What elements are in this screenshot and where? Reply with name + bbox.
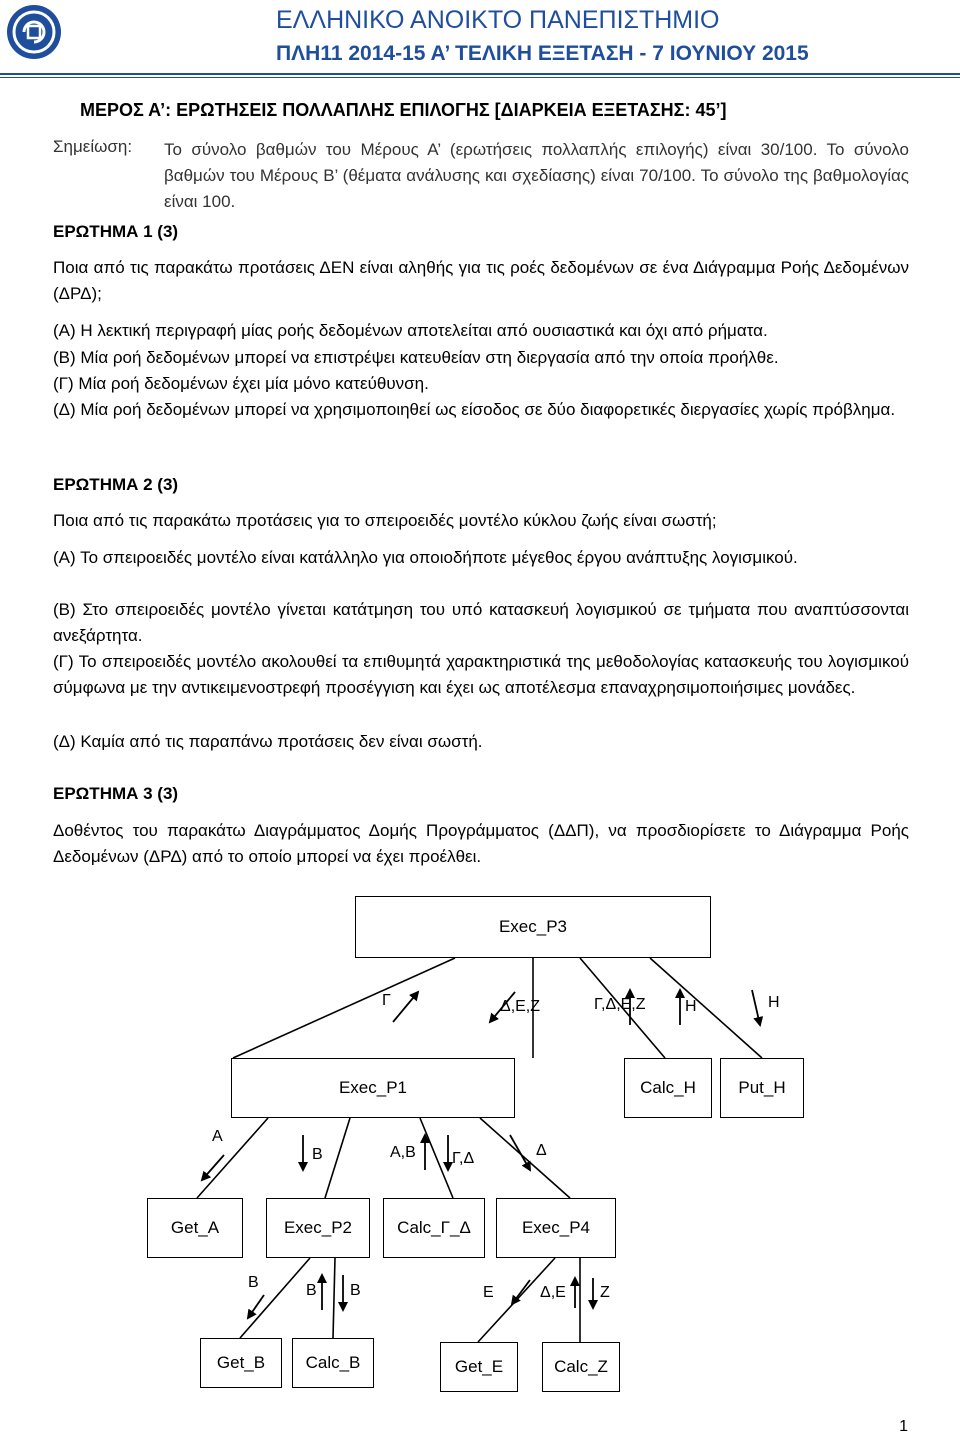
flow-label-de: Δ,Ε xyxy=(540,1284,566,1301)
module-calc-h: Calc_H xyxy=(624,1058,712,1118)
flow-label-h2: Η xyxy=(768,994,780,1011)
q1-option-d: (Δ) Μία ροή δεδομένων μπορεί να χρησιμοποιηθεί ως είσοδος σε δύο διαφορετικές διεργασίες χωρίς πρόβλημα. xyxy=(53,400,896,419)
flow-label-h1: Η xyxy=(685,998,697,1015)
note-label: Σημείωση: xyxy=(53,137,133,156)
q1-title: ΕΡΩΤΗΜΑ 1 (3) xyxy=(53,222,179,241)
conn-p3-p1 xyxy=(233,958,455,1058)
flow-b1-arrow xyxy=(248,1295,264,1318)
flow-d-arrow xyxy=(510,1135,530,1170)
header-divider-thin xyxy=(0,77,960,78)
flow-label-gd: Γ,Δ xyxy=(452,1150,475,1167)
conn-p2-getb xyxy=(240,1258,310,1338)
flow-label-b1: Β xyxy=(248,1274,259,1291)
page-number: 1 xyxy=(899,1418,908,1435)
flow-label-b2: Β xyxy=(306,1282,317,1299)
flow-label-dez: Δ,Ε,Ζ xyxy=(500,998,541,1015)
module-calc-z: Calc_Z xyxy=(542,1342,620,1392)
module-calc-b: Calc_B xyxy=(292,1338,374,1388)
module-put-h: Put_H xyxy=(720,1058,804,1118)
q3-title: ΕΡΩΤΗΜΑ 3 (3) xyxy=(53,784,179,803)
q2-title: ΕΡΩΤΗΜΑ 2 (3) xyxy=(53,475,179,494)
conn-p1-p2 xyxy=(325,1118,350,1198)
header-divider xyxy=(0,73,960,75)
q1-option-c: (Γ) Μία ροή δεδομένων έχει μία μόνο κατεύθυνση. xyxy=(53,374,429,393)
conn-p1-p4 xyxy=(480,1118,570,1198)
module-exec-p1: Exec_P1 xyxy=(231,1058,515,1118)
module-get-a: Get_A xyxy=(147,1198,243,1258)
q2-option-c: (Γ) Το σπειροειδές μοντέλο ακολουθεί τα επιθυμητά χαρακτηριστικά της μεθοδολογίας κατασκευής του λογισμικού σύμφωνα με την αντικειμενοστρεφή προσέγγιση και έχει ως αποτέλεσμα επαναχρησιμοποιήσιμες μονάδες. xyxy=(53,652,909,697)
q1-question: Ποια από τις παρακάτω προτάσεις ΔΕΝ είναι αληθής για τις ροές δεδομένων σε ένα Διάγραμμα Ροής Δεδομένων (ΔΡΔ); xyxy=(53,258,909,303)
flow-label-a: Α xyxy=(212,1128,223,1145)
flow-g-arrow xyxy=(393,992,418,1022)
q3-question: Δοθέντος του παρακάτω Διαγράμματος Δομής Προγράμματος (ΔΔΠ), να προσδιορίσετε το Διάγραμμα Ροής Δεδομένων (ΔΡΔ) από το οποίο μπορεί να έχει προέλθει. xyxy=(53,821,909,866)
conn-p1-calcgd xyxy=(420,1118,453,1198)
conn-p3-puth xyxy=(650,958,762,1058)
flow-label-d: Δ xyxy=(536,1142,547,1159)
module-exec-p3: Exec_P3 xyxy=(355,896,711,958)
flow-label-g: Γ xyxy=(382,992,391,1009)
flow-label-gdez: Γ,Δ,Ε,Ζ xyxy=(594,996,646,1013)
module-calc-gd: Calc_Γ_Δ xyxy=(383,1198,485,1258)
q2-question: Ποια από τις παρακάτω προτάσεις για το σπειροειδές μοντέλο κύκλου ζωής είναι σωστή; xyxy=(53,511,717,530)
flow-label-z: Ζ xyxy=(600,1284,610,1301)
section-title: ΜΕΡΟΣ Α’: ΕΡΩΤΗΣΕΙΣ ΠΟΛΛΑΠΛΗΣ ΕΠΙΛΟΓΗΣ [ΔΙΑΡΚΕΙΑ ΕΞΕΤΑΣΗΣ: 45’] xyxy=(80,100,727,120)
module-get-b: Get_B xyxy=(200,1338,282,1388)
flow-e-arrow xyxy=(512,1280,530,1304)
q2-option-d: (Δ) Καμία από τις παραπάνω προτάσεις δεν είναι σωστή. xyxy=(53,732,483,751)
flow-label-b: Β xyxy=(312,1146,323,1163)
module-get-e: Get_E xyxy=(440,1342,518,1392)
university-name: ΕΛΛΗΝΙΚΟ ΑΝΟΙΚΤΟ ΠΑΝΕΠΙΣΤΗΜΙΟ xyxy=(276,6,720,34)
module-exec-p2: Exec_P2 xyxy=(266,1198,370,1258)
conn-p2-calcb xyxy=(333,1258,335,1338)
module-exec-p4: Exec_P4 xyxy=(496,1198,616,1258)
flow-label-ab: Α,Β xyxy=(390,1144,416,1161)
flow-h2-arrow xyxy=(752,990,760,1025)
flow-label-e: Ε xyxy=(483,1284,494,1301)
flow-a-arrow xyxy=(202,1155,224,1180)
university-logo xyxy=(6,4,62,60)
q1-option-b: (Β) Μία ροή δεδομένων μπορεί να επιστρέψει κατευθείαν στη διεργασία από την οποία προήλθε. xyxy=(53,348,779,367)
exam-title: ΠΛΗ11 2014-15 Α’ ΤΕΛΙΚΗ ΕΞΕΤΑΣΗ - 7 ΙΟΥΝΙΟΥ 2015 xyxy=(276,42,809,65)
q2-option-a: (Α) Το σπειροειδές μοντέλο είναι κατάλληλο για οποιοδήποτε μέγεθος έργου ανάπτυξης λογισμικού. xyxy=(53,548,798,567)
q1-option-a: (Α) Η λεκτική περιγραφή μίας ροής δεδομένων αποτελείται από ουσιαστικά και όχι από ρήματα. xyxy=(53,321,768,340)
flow-label-b3: Β xyxy=(350,1282,361,1299)
conn-p1-geta xyxy=(197,1118,268,1198)
q2-option-b: (Β) Στο σπειροειδές μοντέλο γίνεται κατάτμηση του υπό κατασκευή λογισμικού σε τμήματα που αναπτύσσονται ανεξάρτητα. xyxy=(53,600,909,645)
note-text: Το σύνολο βαθμών του Μέρους Α’ (ερωτήσεις πολλαπλής επιλογής) είναι 30/100. Το σύνολο βαθμών του Μέρους Β’ (θέματα ανάλυσης και σχεδίασης) είναι 70/100. Το σύνολο της βαθμολογίας είναι 100. xyxy=(164,140,909,211)
